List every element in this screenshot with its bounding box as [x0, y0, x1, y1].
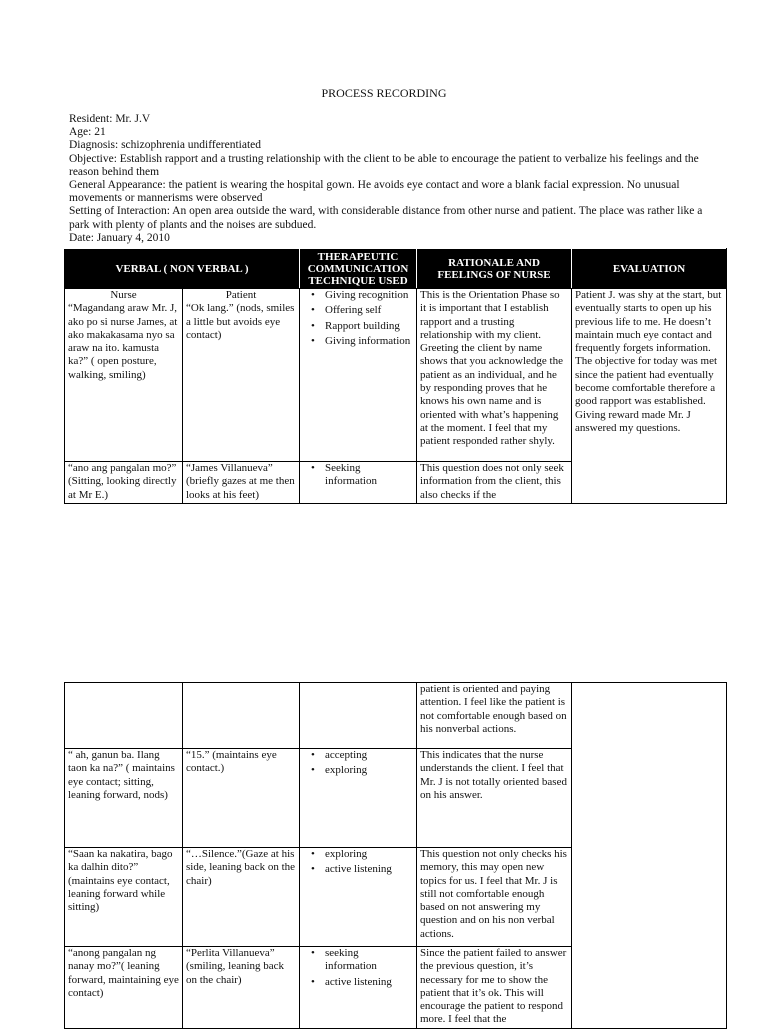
technique-item: • accepting [325, 749, 413, 762]
patient-response: “James Villanueva” (briefly gazes at me then looks at his feet) [183, 462, 300, 504]
technique-item: • exploring [325, 848, 413, 861]
rationale-text: This question not only checks his memory, this may open new topics for us. I feel that Mr. J is still not comfortable enough based on not answering my question and on his non verbal actions. [417, 848, 572, 947]
technique-list [303, 848, 413, 877]
technique-item: • active listening [325, 976, 413, 989]
technique-item: • seeking information [325, 947, 413, 974]
technique-item: • Giving recognition [325, 289, 413, 302]
rationale-text: patient is oriented and paying attention. I feel like the patient is not comfortable enough based on his nonverbal actions. [417, 683, 572, 749]
technique-item: • Seeking information [325, 462, 413, 489]
subheader-patient: Patient [225, 289, 257, 301]
header-technique: THERAPEUTIC COMMUNICATION TECHNIQUE USED [300, 249, 417, 289]
rationale-text: Since the patient failed to answer the previous question, it’s necessary for me to show the patient that it’s ok. This will encourage the patient to respond more. I feel that the [417, 947, 572, 1029]
evaluation-text: Patient J. was shy at the start, but eventually starts to open up his previous life to me. He doesn’t maintain much eye contact and frequently forgets information. The objective for today was met since the patient had eventually become comfortable therefore a good rapport was established. Giving reward made Mr. J answered my questions. [572, 289, 727, 504]
nurse-statement: “ ah, ganun ba. Ilang taon ka na?” ( maintains eye contact; sitting, leaning forward, nods) [65, 749, 183, 848]
patient-response: “…Silence.”(Gaze at his side, leaning back on the chair) [183, 848, 300, 947]
technique-item: • Rapport building [325, 320, 413, 333]
diagnosis-line: Diagnosis: schizophrenia undifferentiated [69, 139, 262, 152]
rationale-text [417, 462, 572, 504]
technique-list [303, 289, 413, 348]
header-rationale: RATIONALE AND FEELINGS OF NURSE [417, 249, 572, 289]
patient-response: “Perlita Villanueva” (smiling, leaning back on the chair) [183, 947, 300, 1029]
nurse-statement: “Magandang araw Mr. J, ako po si nurse James, at ako makakasama nyo sa araw na ito. kamusta ka?” ( open posture, walking, smiling) [68, 302, 178, 381]
table-row [65, 683, 727, 749]
header-evaluation: EVALUATION [572, 249, 727, 289]
rationale-text: This is the Orientation Phase so it is important that I establish rapport and a trusting relationship with my client. Greeting the client by name shows that you acknowledge the patient as an individual, and he by responding proves that he knows his own name and is oriented with what’s happening at the moment. I feel that my patient responded rather shyly. [417, 289, 572, 462]
age-line: Age: 21 [69, 126, 106, 139]
page-title: PROCESS RECORDING [321, 86, 447, 100]
nurse-statement [65, 683, 183, 749]
technique-item: • exploring [325, 764, 413, 777]
appearance-line: General Appearance: the patient is wearing the hospital gown. He avoids eye contact and wore a blank facial expression. No unusual movements or mannerisms were observed [69, 179, 680, 205]
process-table-page2 [64, 682, 727, 1029]
technique-list [303, 749, 413, 778]
date-line: Date: January 4, 2010 [69, 231, 170, 244]
rationale-text-clip: This question does not only seek information from the client, this also checks if the [420, 462, 564, 501]
resident-line: Resident: Mr. J.V [69, 113, 151, 125]
patient-info [69, 113, 709, 245]
technique-list [303, 462, 413, 489]
nurse-statement: “ano ang pangalan mo?” (Sitting, looking directly at Mr E.) [65, 462, 183, 504]
technique-item: • Offering self [325, 304, 413, 317]
subheader-nurse: Nurse [110, 289, 137, 301]
patient-response: “Ok lang.” (nods, smiles a little but avoids eye contact) [186, 302, 295, 341]
objective-line: Objective: Establish rapport and a trusting relationship with the client to be able to encourage the patient to verbalize his feelings and the reason behind them [69, 152, 699, 178]
technique-cell [300, 683, 417, 749]
evaluation-cell [572, 683, 727, 1029]
patient-response: “15.” (maintains eye contact.) [183, 749, 300, 848]
technique-item: • Giving information [325, 335, 413, 348]
rationale-text: This indicates that the nurse understands the client. I feel that Mr. J is not totally oriented based on his answer. [417, 749, 572, 848]
nurse-statement: “anong pangalan ng nanay mo?”( leaning forward, maintaining eye contact) [65, 947, 183, 1029]
technique-list [303, 947, 413, 989]
setting-line: Setting of Interaction: An open area outside the ward, with considerable distance from other nurse and patient. The place was rather like a park with plenty of plants and the noises are subdued. [69, 205, 703, 231]
nurse-statement: “Saan ka nakatira, bago ka dalhin dito?” (maintains eye contact, leaning forward while sitting) [65, 848, 183, 947]
technique-item: • active listening [325, 863, 413, 876]
table-row [65, 289, 727, 462]
header-verbal: VERBAL ( NON VERBAL ) [65, 249, 300, 289]
patient-response [183, 683, 300, 749]
process-table-page1 [64, 248, 727, 504]
